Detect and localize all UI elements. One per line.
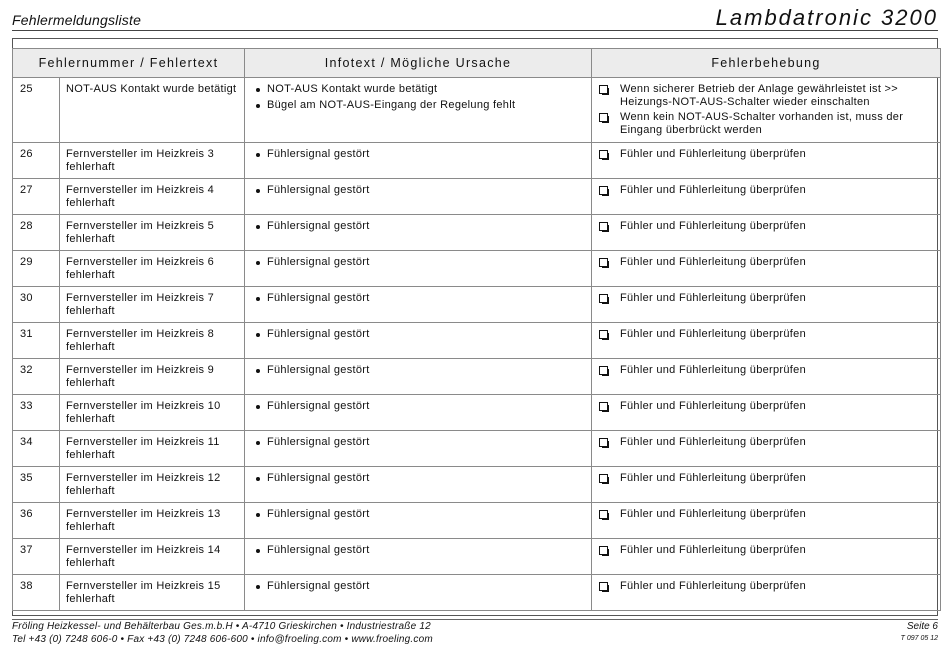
remedy-list (598, 292, 934, 305)
checkbox-icon (599, 85, 608, 94)
checkbox-icon (599, 113, 608, 122)
remedy-text: Fühler und Fühlerleitung überprüfen (620, 508, 807, 520)
checkbox-icon (599, 258, 608, 267)
error-text: Fernversteller im Heizkreis 9 fehlerhaft (60, 359, 245, 395)
error-text: Fernversteller im Heizkreis 11 fehlerhaft (60, 431, 245, 467)
remedy-cell (592, 179, 941, 215)
remedy-item (620, 220, 934, 233)
remedy-item (620, 580, 934, 593)
cause-item: Fühlersignal gestört (267, 472, 585, 485)
table-row (13, 215, 941, 251)
cause-list (251, 400, 585, 413)
remedy-item (620, 400, 934, 413)
remedy-list (598, 544, 934, 557)
checkbox-icon (599, 186, 608, 195)
document-title: Fehlermeldungsliste (12, 12, 142, 28)
remedy-list (598, 580, 934, 593)
remedy-item (620, 328, 934, 341)
cause-list (251, 364, 585, 377)
cause-item: Fühlersignal gestört (267, 544, 585, 557)
remedy-list (598, 436, 934, 449)
cause-cell (245, 575, 592, 611)
cause-list (251, 184, 585, 197)
remedy-list (598, 508, 934, 521)
error-text: NOT-AUS Kontakt wurde betätigt (60, 78, 245, 143)
error-number: 38 (13, 575, 60, 611)
remedy-cell (592, 323, 941, 359)
remedy-cell (592, 215, 941, 251)
cause-item: Fühlersignal gestört (267, 220, 585, 233)
error-text: Fernversteller im Heizkreis 4 fehlerhaft (60, 179, 245, 215)
cause-list (251, 580, 585, 593)
cause-list (251, 83, 585, 112)
cause-list (251, 544, 585, 557)
remedy-list (598, 256, 934, 269)
checkbox-icon (599, 294, 608, 303)
footer-divider (12, 619, 938, 620)
remedy-text: Wenn sicherer Betrieb der Anlage gewährleistet ist >> Heizungs-NOT-AUS-Schalter wieder einschalten (620, 83, 899, 108)
column-header-remedy: Fehlerbehebung (592, 49, 941, 78)
error-number: 31 (13, 323, 60, 359)
remedy-text: Wenn kein NOT-AUS-Schalter vorhanden ist, muss der Eingang überbrückt werden (620, 111, 904, 136)
cause-list (251, 328, 585, 341)
table-row (13, 143, 941, 179)
error-number: 29 (13, 251, 60, 287)
remedy-list (598, 148, 934, 161)
cause-list (251, 292, 585, 305)
footer-page-info (901, 621, 938, 644)
remedy-list (598, 472, 934, 485)
remedy-text: Fühler und Fühlerleitung überprüfen (620, 400, 807, 412)
remedy-list (598, 400, 934, 413)
remedy-cell (592, 431, 941, 467)
remedy-text: Fühler und Fühlerleitung überprüfen (620, 220, 807, 232)
remedy-item (620, 544, 934, 557)
cause-item: Fühlersignal gestört (267, 292, 585, 305)
cause-item: Fühlersignal gestört (267, 256, 585, 269)
cause-list (251, 472, 585, 485)
error-text: Fernversteller im Heizkreis 10 fehlerhaft (60, 395, 245, 431)
remedy-cell (592, 251, 941, 287)
cause-item: Fühlersignal gestört (267, 364, 585, 377)
table-body (13, 78, 941, 611)
table-row (13, 179, 941, 215)
page-number: Seite 6 (906, 621, 938, 632)
checkbox-icon (599, 150, 608, 159)
remedy-cell (592, 539, 941, 575)
cause-list (251, 256, 585, 269)
table-row (13, 575, 941, 611)
table-row (13, 467, 941, 503)
remedy-item (620, 436, 934, 449)
error-text: Fernversteller im Heizkreis 3 fehlerhaft (60, 143, 245, 179)
remedy-item (620, 83, 934, 109)
remedy-item (620, 184, 934, 197)
remedy-item (620, 111, 934, 137)
cause-item: Fühlersignal gestört (267, 436, 585, 449)
cause-item: Fühlersignal gestört (267, 148, 585, 161)
error-table (12, 48, 941, 611)
remedy-text: Fühler und Fühlerleitung überprüfen (620, 292, 807, 304)
table-row (13, 431, 941, 467)
cause-cell (245, 503, 592, 539)
remedy-text: Fühler und Fühlerleitung überprüfen (620, 184, 807, 196)
checkbox-icon (599, 330, 608, 339)
cause-cell (245, 251, 592, 287)
cause-cell (245, 395, 592, 431)
remedy-cell (592, 395, 941, 431)
cause-list (251, 508, 585, 521)
remedy-item (620, 148, 934, 161)
cause-cell (245, 143, 592, 179)
error-number: 33 (13, 395, 60, 431)
cause-cell (245, 287, 592, 323)
error-number: 35 (13, 467, 60, 503)
remedy-text: Fühler und Fühlerleitung überprüfen (620, 328, 807, 340)
error-number: 27 (13, 179, 60, 215)
checkbox-icon (599, 438, 608, 447)
error-text: Fernversteller im Heizkreis 8 fehlerhaft (60, 323, 245, 359)
error-number: 34 (13, 431, 60, 467)
cause-item: Fühlersignal gestört (267, 580, 585, 593)
remedy-list (598, 83, 934, 137)
remedy-cell (592, 467, 941, 503)
remedy-cell (592, 143, 941, 179)
table-row (13, 78, 941, 143)
remedy-item (620, 256, 934, 269)
remedy-text: Fühler und Fühlerleitung überprüfen (620, 436, 807, 448)
footer-contact-line: Tel +43 (0) 7248 606-0 • Fax +43 (0) 7248 606-600 • info@froeling.com • www.froeling.com (12, 633, 433, 645)
cause-cell (245, 179, 592, 215)
remedy-list (598, 364, 934, 377)
cause-cell (245, 467, 592, 503)
table-row (13, 359, 941, 395)
remedy-cell (592, 503, 941, 539)
error-number: 30 (13, 287, 60, 323)
cause-cell (245, 539, 592, 575)
product-title: Lambdatronic 3200 (715, 5, 938, 30)
remedy-cell (592, 575, 941, 611)
cause-list (251, 148, 585, 161)
footer-company (12, 621, 433, 646)
remedy-text: Fühler und Fühlerleitung überprüfen (620, 364, 807, 376)
error-text: Fernversteller im Heizkreis 5 fehlerhaft (60, 215, 245, 251)
cause-item: Bügel am NOT-AUS-Eingang der Regelung fehlt (267, 99, 585, 112)
remedy-text: Fühler und Fühlerleitung überprüfen (620, 256, 807, 268)
remedy-cell (592, 287, 941, 323)
table-row (13, 323, 941, 359)
cause-list (251, 436, 585, 449)
error-text: Fernversteller im Heizkreis 12 fehlerhaft (60, 467, 245, 503)
remedy-text: Fühler und Fühlerleitung überprüfen (620, 148, 807, 160)
checkbox-icon (599, 546, 608, 555)
checkbox-icon (599, 510, 608, 519)
error-number: 36 (13, 503, 60, 539)
document-code: T 097 05 12 (900, 634, 938, 642)
cause-item: Fühlersignal gestört (267, 400, 585, 413)
cause-cell (245, 359, 592, 395)
column-header-error: Fehlernummer / Fehlertext (13, 49, 245, 78)
remedy-cell (592, 359, 941, 395)
error-text: Fernversteller im Heizkreis 6 fehlerhaft (60, 251, 245, 287)
table-header-row (13, 49, 941, 78)
cause-list (251, 220, 585, 233)
cause-cell (245, 215, 592, 251)
error-number: 37 (13, 539, 60, 575)
cause-cell (245, 78, 592, 143)
remedy-item (620, 508, 934, 521)
checkbox-icon (599, 582, 608, 591)
error-number: 32 (13, 359, 60, 395)
cause-item: Fühlersignal gestört (267, 184, 585, 197)
checkbox-icon (599, 366, 608, 375)
checkbox-icon (599, 402, 608, 411)
remedy-item (620, 472, 934, 485)
error-text: Fernversteller im Heizkreis 7 fehlerhaft (60, 287, 245, 323)
column-header-cause: Infotext / Mögliche Ursache (245, 49, 592, 78)
table-row (13, 251, 941, 287)
remedy-text: Fühler und Fühlerleitung überprüfen (620, 544, 807, 556)
remedy-text: Fühler und Fühlerleitung überprüfen (620, 580, 807, 592)
cause-item: NOT-AUS Kontakt wurde betätigt (267, 83, 585, 96)
error-number: 25 (13, 78, 60, 143)
error-text: Fernversteller im Heizkreis 15 fehlerhaft (60, 575, 245, 611)
remedy-list (598, 328, 934, 341)
remedy-item (620, 292, 934, 305)
error-text: Fernversteller im Heizkreis 14 fehlerhaft (60, 539, 245, 575)
cause-item: Fühlersignal gestört (267, 328, 585, 341)
remedy-list (598, 220, 934, 233)
error-text: Fernversteller im Heizkreis 13 fehlerhaft (60, 503, 245, 539)
table-row (13, 395, 941, 431)
remedy-text: Fühler und Fühlerleitung überprüfen (620, 472, 807, 484)
footer-address-line: Fröling Heizkessel- und Behälterbau Ges.m.b.H • A-4710 Grieskirchen • Industriestraße 12 (12, 621, 431, 632)
error-number: 28 (13, 215, 60, 251)
remedy-item (620, 364, 934, 377)
table-row (13, 287, 941, 323)
table-row (13, 539, 941, 575)
checkbox-icon (599, 222, 608, 231)
remedy-cell (592, 78, 941, 143)
table-row (13, 503, 941, 539)
error-number: 26 (13, 143, 60, 179)
remedy-list (598, 184, 934, 197)
cause-cell (245, 323, 592, 359)
checkbox-icon (599, 474, 608, 483)
cause-item: Fühlersignal gestört (267, 508, 585, 521)
header-divider (12, 30, 938, 31)
cause-cell (245, 431, 592, 467)
